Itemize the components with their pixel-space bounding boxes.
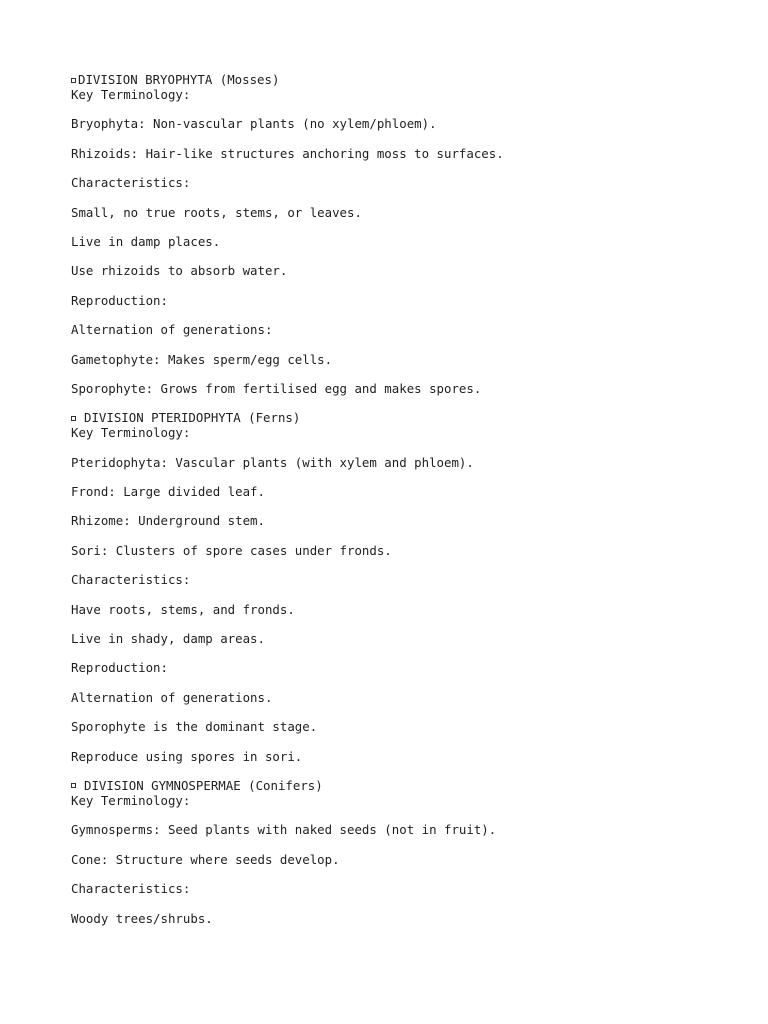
document-page <box>71 72 751 926</box>
subheading-key-terminology: Key Terminology: <box>71 792 191 808</box>
text-line: Reproduce using spores in sori. <box>71 748 303 764</box>
text-line: Sporophyte is the dominant stage. <box>71 719 318 735</box>
text-line: Small, no true roots, stems, or leaves. <box>71 204 362 220</box>
subheading-key-terminology: Key Terminology: <box>71 87 191 102</box>
text-line: Rhizoids: Hair-like structures anchoring moss to surfaces. <box>71 145 504 161</box>
text-line: Live in damp places. <box>71 233 221 249</box>
text-line: Use rhizoids to absorb water. <box>71 263 288 279</box>
text-line: Frond: Large divided leaf. <box>71 484 265 500</box>
text-line: Woody trees/shrubs. <box>71 910 213 926</box>
text-line: Alternation of generations: <box>71 322 273 338</box>
section-heading-pteridophyta <box>71 410 751 425</box>
text-line: Have roots, stems, and fronds. <box>71 601 295 617</box>
text-line: Rhizome: Underground stem. <box>71 513 265 529</box>
section-heading-bryophyta <box>71 72 751 87</box>
subheading-characteristics: Characteristics: <box>71 572 191 588</box>
text-line: Pteridophyta: Vascular plants (with xylem and phloem). <box>71 454 474 470</box>
text-line: Live in shady, damp areas. <box>71 631 265 647</box>
text-line: Gametophyte: Makes sperm/egg cells. <box>71 351 333 367</box>
subheading-reproduction: Reproduction: <box>71 292 168 308</box>
section-heading-gymnospermae <box>71 778 751 793</box>
text-line: Sori: Clusters of spore cases under fronds. <box>71 542 392 558</box>
subheading-characteristics: Characteristics: <box>71 881 191 897</box>
text-line: Sporophyte: Grows from fertilised egg and makes spores. <box>71 380 482 396</box>
section-heading-text: DIVISION GYMNOSPERMAE (Conifers) <box>84 777 323 793</box>
square-bullet-icon <box>71 783 76 788</box>
square-bullet-icon <box>71 416 76 421</box>
text-line: Cone: Structure where seeds develop. <box>71 851 340 867</box>
square-bullet-icon <box>71 78 76 83</box>
subheading-characteristics: Characteristics: <box>71 175 191 191</box>
subheading-reproduction: Reproduction: <box>71 660 168 676</box>
text-line: Bryophyta: Non-vascular plants (no xylem/phloem). <box>71 116 437 132</box>
section-heading-text: DIVISION PTERIDOPHYTA (Ferns) <box>84 410 301 426</box>
text-line: Alternation of generations. <box>71 689 273 705</box>
section-heading-text: DIVISION BRYOPHYTA (Mosses) <box>78 72 280 87</box>
subheading-key-terminology: Key Terminology: <box>71 425 191 441</box>
text-line: Gymnosperms: Seed plants with naked seeds (not in fruit). <box>71 822 497 838</box>
